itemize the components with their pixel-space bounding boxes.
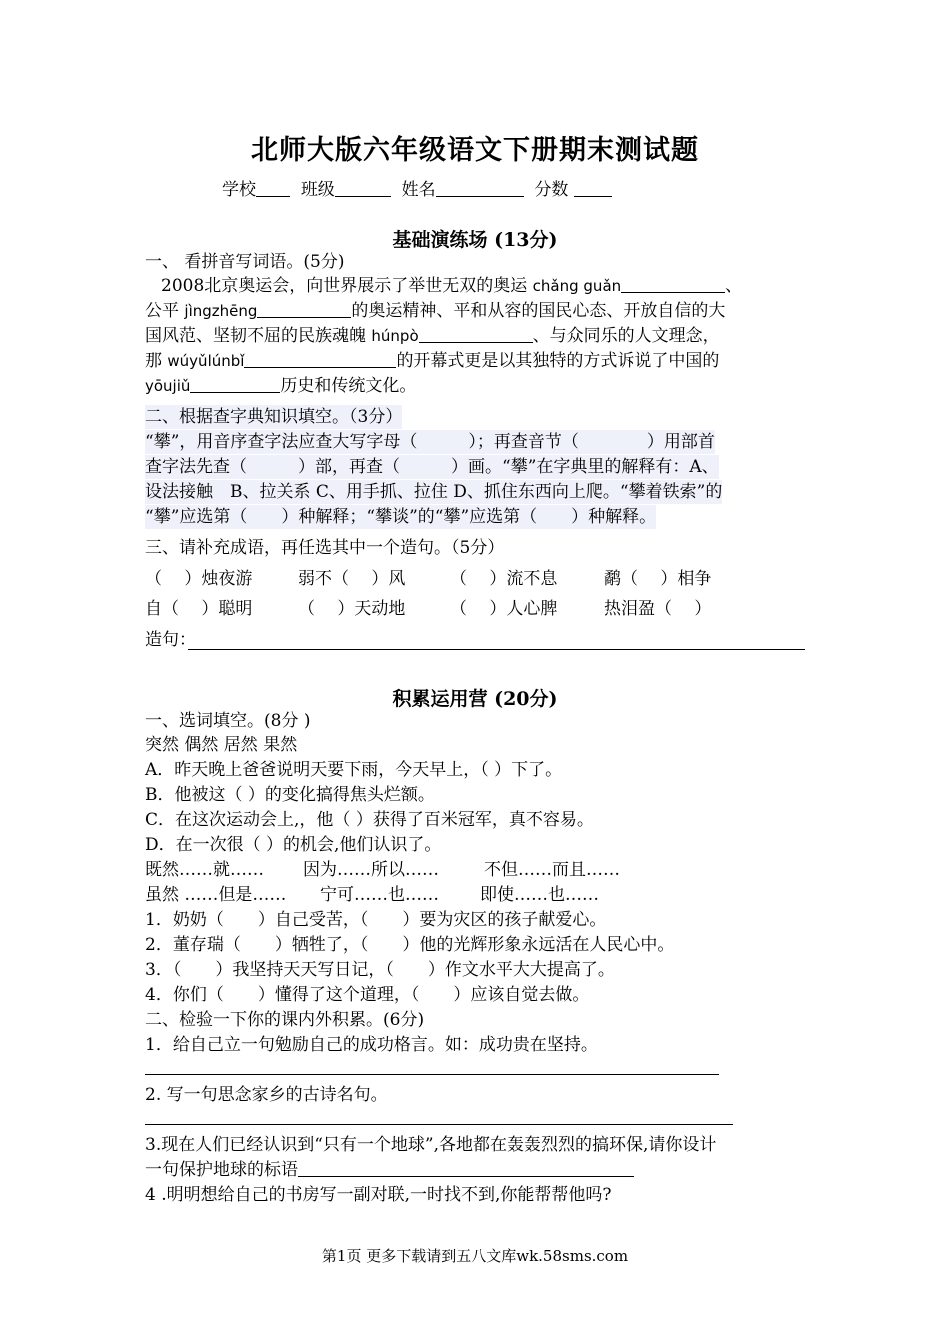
conj-5: 宁可……也…… (320, 885, 439, 905)
s2q2-title: 二、检验一下你的课内外积累。(6分) (145, 1010, 425, 1030)
conj-6: 即使……也…… (480, 885, 599, 905)
q2-line-3: 设法接触 B、拉关系 C、用手抓、拉住 D、抓住东西向上爬。“攀着铁索”的 (145, 482, 723, 502)
pinyin-line-5: yōujiǔ 历史和传统文化。 (145, 376, 417, 396)
conj-2: 因为……所以…… (303, 860, 439, 880)
sentence-blank[interactable] (188, 649, 805, 650)
idiom-4: 鹬（ ）相争 (604, 569, 712, 589)
choice-c: C．在这次运动会上,，他（ ）获得了百米冠军，真不容易。 (145, 810, 594, 830)
idiom-6: （ ）天动地 (298, 599, 406, 619)
pinyin-jingzheng: jìngzhēng (184, 302, 258, 320)
choice-d: D．在一次很（ ）的机会,他们认识了。 (145, 835, 442, 855)
idiom-7: （ ）人心脾 (450, 599, 558, 619)
idiom-5: 自（ ）聪明 (145, 599, 253, 619)
item-1-blank[interactable] (145, 1074, 719, 1075)
fill-2: 2．董存瑞（ ）牺牲了，（ ）他的光辉形象永远活在人民心中。 (145, 935, 675, 955)
item-1: 1．给自己立一句勉励自己的成功格言。如：成功贵在坚持。 (145, 1035, 598, 1055)
slogan-blank[interactable] (298, 1160, 634, 1177)
pinyin-line-4: 那 wúyǔlúnbǐ 的开幕式更是以其独特的方式诉说了中国的 (145, 351, 720, 371)
sentence-label: 造句： (145, 630, 196, 650)
item-3-line-1: 3.现在人们已经认识到“只有一个地球”,各地都在轰轰烈烈的搞环保,请你设计 (145, 1135, 717, 1155)
section-basic-heading: 基础演练场 (13分) (392, 229, 558, 251)
pinyin-line-1: 2008北京奥运会，向世界展示了举世无双的奥运 chǎng guǎn 、 (161, 276, 743, 296)
school-blank[interactable] (256, 180, 290, 197)
choice-b: B．他被这（ ）的变化搞得焦头烂额。 (145, 785, 435, 805)
score-label: 分数 (534, 180, 569, 200)
choice-a: A．昨天晚上爸爸说明天要下雨，今天早上，（ ）下了。 (145, 760, 563, 780)
pinyin-youjiu: yōujiǔ (145, 377, 191, 395)
q2-title: 二、根据查字典知识填空。（3分） (145, 407, 403, 427)
class-blank[interactable] (335, 180, 391, 197)
name-blank[interactable] (436, 180, 524, 197)
name-label: 姓名 (401, 180, 436, 200)
idiom-2: 弱不（ ）风 (298, 569, 406, 589)
answer-blank[interactable] (419, 326, 533, 343)
idiom-1: （ ）烛夜游 (145, 569, 253, 589)
pinyin-line-2: 公平 jìngzhēng 的奥运精神、平和从容的国民心态、开放自信的大 (145, 301, 726, 321)
conj-4: 虽然 ……但是…… (145, 885, 287, 905)
word-choices-1: 突然 偶然 居然 果然 (145, 735, 298, 755)
item-3-line-2: 一句保护地球的标语 (145, 1158, 634, 1182)
fill-4: 4．你们（ ）懂得了这个道理，（ ）应该自觉去做。 (145, 985, 590, 1005)
page-title: 北师大版六年级语文下册期末测试题 (251, 135, 699, 166)
fill-3: 3．（ ）我坚持天天写日记，（ ）作文水平大大提高了。 (145, 960, 615, 980)
answer-blank[interactable] (257, 301, 351, 318)
idiom-3: （ ）流不息 (450, 569, 558, 589)
pinyin-changguan: chǎng guǎn (532, 277, 622, 295)
item-4: 4 .明明想给自己的书房写一副对联,一时找不到,你能帮帮他吗? (145, 1185, 612, 1205)
q1-title: 一、 看拼音写词语。(5分) (145, 252, 345, 272)
answer-blank[interactable] (244, 351, 396, 368)
conj-3: 不但……而且…… (484, 860, 620, 880)
pinyin-wuyulunbi: wúyǔlúnbǐ (167, 352, 245, 370)
q3-title: 三、请补充成语，再任选其中一个造句。（5分） (145, 538, 505, 558)
q2-line-1: “攀”，用音序查字法应查大写字母（ ）；再查音节（ ）用部首 (145, 432, 715, 452)
q2-line-2: 查字法先查（ ）部，再查（ ）画。“攀”在字典里的解释有：A、 (145, 457, 719, 477)
score-blank[interactable] (574, 180, 612, 197)
page-footer: 第1页 更多下载请到五八文库wk.58sms.com (321, 1247, 629, 1265)
pinyin-hunpo: húnpò (371, 327, 419, 345)
fill-1: 1．奶奶（ ）自己受苦，（ ）要为灾区的孩子献爱心。 (145, 910, 607, 930)
item-2-blank[interactable] (145, 1124, 733, 1125)
school-label: 学校 (222, 180, 256, 200)
pinyin-line-3: 国风范、坚韧不屈的民族魂魄 húnpò 、与众同乐的人文理念， (145, 326, 720, 346)
student-info (222, 175, 612, 200)
answer-blank[interactable] (621, 276, 725, 293)
s2q1-title: 一、选词填空。(8分 ) (145, 711, 311, 731)
item-2: 2. 写一句思念家乡的古诗名句。 (145, 1085, 388, 1105)
class-label: 班级 (300, 180, 335, 200)
section-accumulate-heading: 积累运用营 (20分) (392, 688, 558, 710)
idiom-8: 热泪盈（ ） (604, 599, 712, 619)
q2-line-4: “攀”应选第（ ）种解释；“攀谈”的“攀”应选第（ ）种解释。 (145, 507, 657, 527)
answer-blank[interactable] (190, 376, 280, 393)
conj-1: 既然……就…… (145, 860, 264, 880)
